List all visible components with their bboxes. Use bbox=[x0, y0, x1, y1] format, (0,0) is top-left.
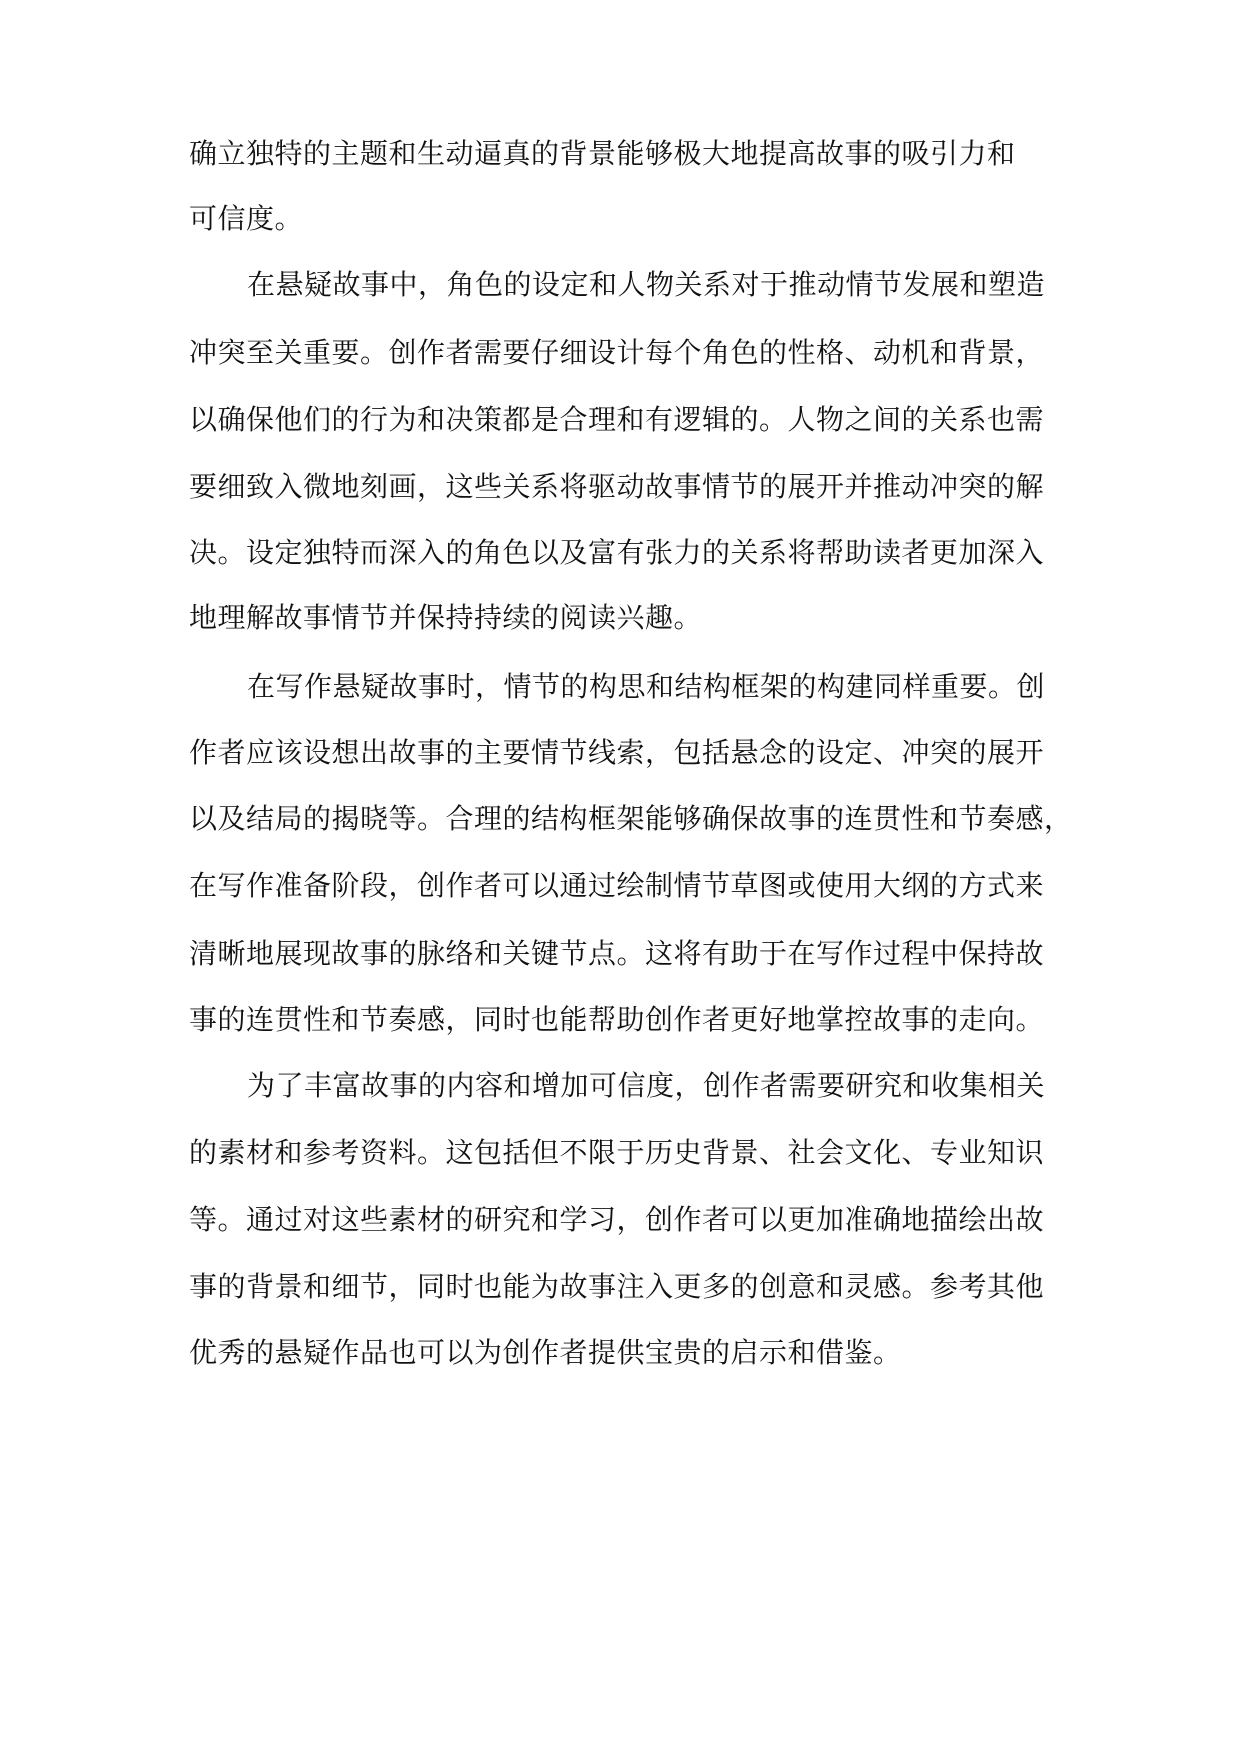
text-line-9: 在写作悬疑故事时，情节的构思和结构框架的构建同样重要。创 bbox=[247, 670, 1046, 703]
text-line-13: 清晰地展现故事的脉络和关键节点。这将有助于在写作过程中保持故 bbox=[189, 937, 1045, 970]
text-line-18: 事的背景和细节，同时也能为故事注入更多的创意和灵感。参考其他 bbox=[189, 1270, 1045, 1303]
text-line-17: 等。通过对这些素材的研究和学习，创作者可以更加准确地描绘出故 bbox=[189, 1203, 1045, 1236]
text-line-10: 作者应该设想出故事的主要情节线索，包括悬念的设定、冲突的展开 bbox=[189, 736, 1045, 769]
text-line-8: 地理解故事情节并保持持续的阅读兴趣。 bbox=[189, 601, 703, 634]
text-line-15: 为了丰富故事的内容和增加可信度，创作者需要研究和收集相关 bbox=[247, 1069, 1046, 1102]
text-line-6: 要细致入微地刻画，这些关系将驱动故事情节的展开并推动冲突的解 bbox=[189, 470, 1045, 503]
text-line-16: 的素材和参考资料。这包括但不限于历史背景、社会文化、专业知识 bbox=[189, 1136, 1045, 1169]
text-line-1: 确立独特的主题和生动逼真的背景能够极大地提高故事的吸引力和 bbox=[189, 137, 1016, 170]
text-line-12: 在写作准备阶段，创作者可以通过绘制情节草图或使用大纲的方式来 bbox=[189, 869, 1045, 902]
text-line-3: 在悬疑故事中，角色的设定和人物关系对于推动情节发展和塑造 bbox=[247, 268, 1046, 301]
text-line-14: 事的连贯性和节奏感，同时也能帮助创作者更好地掌控故事的走向。 bbox=[189, 1003, 1045, 1036]
text-line-2: 可信度。 bbox=[189, 202, 304, 235]
text-line-11: 以及结局的揭晓等。合理的结构框架能够确保故事的连贯性和节奏感， bbox=[189, 802, 1073, 835]
text-line-7: 决。设定独特而深入的角色以及富有张力的关系将帮助读者更加深入 bbox=[189, 536, 1045, 569]
text-line-19: 优秀的悬疑作品也可以为创作者提供宝贵的启示和借鉴。 bbox=[189, 1336, 902, 1369]
text-line-4: 冲突至关重要。创作者需要仔细设计每个角色的性格、动机和背景， bbox=[189, 336, 1045, 369]
text-line-5: 以确保他们的行为和决策都是合理和有逻辑的。人物之间的关系也需 bbox=[189, 403, 1045, 436]
